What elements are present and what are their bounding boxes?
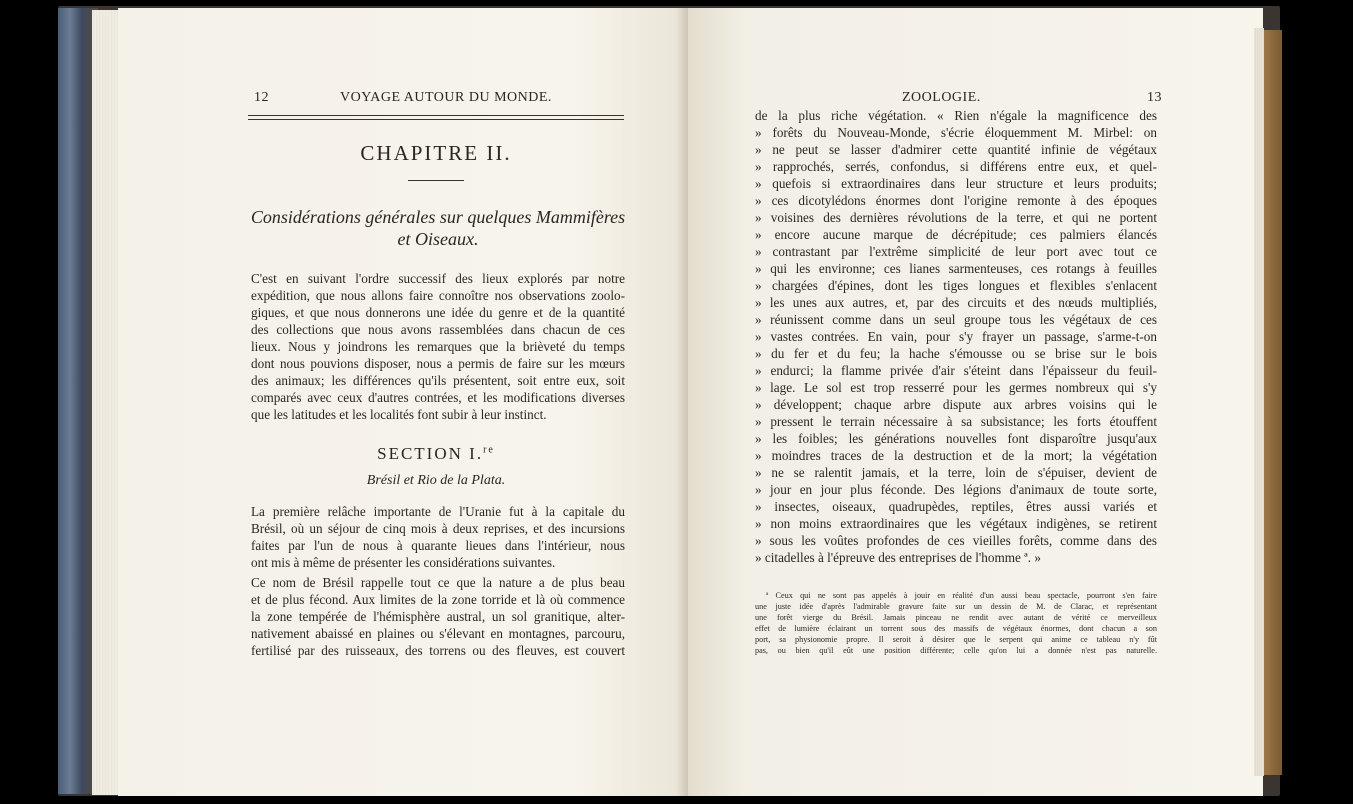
text-line: » chargées d'épines, dont les tiges longues et flexibles s'enlacent [755,278,1157,293]
chapter-subtitle-line-1: Considérations générales sur quelques Mammifères [250,207,626,227]
footnote-line: une forêt vierge du Brésil. Jamais pinceau ne rendit avec autant de vérité ce merveilleux [755,613,1157,622]
chapter-rule [408,180,464,181]
text-line: expédition, que nous allons faire connoître nos observations zoolo- [251,288,625,303]
text-line: » endurci; la flamme privée d'air s'éteint dans l'épaisseur du feuil- [755,363,1157,378]
section-subtitle: Brésil et Rio de la Plata. [366,473,506,488]
page-number-right: 13 [1147,90,1162,105]
text-line: » ces dicotylédons énormes dont l'origine remonte à des époques [755,193,1157,208]
text-line: » insectes, oiseaux, quadrupèdes, reptiles, êtres aussi variés et [755,499,1157,514]
running-head-right: ZOOLOGIE. [902,90,981,105]
text-line: » pressent le terrain nécessaire à sa subsistance; les forts étouffent [755,414,1157,429]
chapter-subtitle-line-2: et Oiseaux. [397,229,479,249]
text-line: » moindres traces de la destruction et de la mort; la végétation [755,448,1157,463]
text-line: » citadelles à l'épreuve des entreprises de l'homme ª. » [755,550,1041,565]
text-line: nativement abaissé en plaines ou s'élevant en montagnes, parcouru, [251,626,625,641]
text-line: la zone tempérée de l'hémisphère austral, un sol granitique, alter- [251,609,625,624]
text-line: » rapprochés, serrés, confondus, si différens entre eux, et quel- [755,159,1157,174]
text-line: » forêts du Nouveau-Monde, s'écrie éloquemment M. Mirbel: on [755,125,1157,140]
text-line: » encore aucune marque de décrépitude; ces palmiers élancés [755,227,1157,242]
text-line: fertilisé par des ruisseaux, des torrens ou des fleuves, est couvert [251,643,625,658]
text-line: » ne se ralentit jamais, et la terre, loin de s'épuiser, devient de [755,465,1157,480]
text-line: giques, et que nous donnerons une idée du genre et de la quantité [251,305,625,320]
text-line: » quefois si extraordinaires dans leur structure et leurs produits; [755,176,1157,191]
right-page [688,8,1263,796]
text-line: Ce nom de Brésil rappelle tout ce que la nature a de plus beau [251,575,625,590]
header-rule-double [248,119,624,120]
text-line: » qui les environne; ces lianes sarmenteuses, ces rotangs à feuilles [755,261,1157,276]
text-line: » voisines des dernières révolutions de la terre, et qui ne portent [755,210,1157,225]
text-line: » ne peut se lasser d'admirer cette quantité infinie de végétaux [755,142,1157,157]
chapter-title: CHAPITRE II. [360,141,512,165]
page-edges-right [1254,28,1264,776]
text-line: » du fer et du feu; la hache s'émousse ou se brise sur le bois [755,346,1157,361]
text-line: » développent; chaque arbre dispute aux arbres voisins qui le [755,397,1157,412]
text-line: des animaux; les différences qu'ils présentent, soit entre eux, soit [251,373,625,388]
cover-edge-right [1262,30,1282,775]
text-line: » lage. Le sol est trop resserré pour les germes nombreux qui s'y [755,380,1157,395]
text-line: de la plus riche végétation. « Rien n'égale la magnificence des [755,108,1157,123]
header-rule [248,115,624,116]
page-number-left: 12 [254,90,269,105]
text-line: » sous les voûtes profondes de ces vieilles forêts, comme dans des [755,533,1157,548]
footnote-line: une juste idée d'après l'admirable gravure faite sur un dessin de M. de Clarac, et représentant [755,602,1157,611]
text-line: et de plus fécond. Aux limites de la zone torride et là où commence [251,592,625,607]
footnote-line: effet de lumière éclairant un torrent sous des massifs de végétaux énormes, dont chacun a son [755,624,1157,633]
text-line: ont mis à même de présenter les considérations suivantes. [251,555,556,570]
text-line: » non moins extraordinaires que les végétaux indigènes, se retirent [755,516,1157,531]
footnote-line: pas, ou bien qu'il eût une position différente; celle qu'on lui a donnée n'est pas naturelle. [755,646,1157,655]
text-line: » vastes contrées. En vain, pour s'y frayer un passage, s'arme-t-on [755,329,1157,344]
text-line: faites par l'un de nous à quarante lieues dans l'intérieur, nous [251,538,625,553]
footnote-line: port, sa physionomie propre. Il seroit à désirer que le serpent qui anime ce tableau n'y fût [755,635,1157,644]
text-line: des collections que nous avons rassemblées dans chacun de ces [251,322,625,337]
text-line: C'est en suivant l'ordre successif des lieux explorés par notre [251,271,625,286]
text-line: comparés avec ceux d'autres contrées, et les modifications diverses [251,390,625,405]
text-line: » réunissent comme dans un seul groupe tous les végétaux de ces [755,312,1157,327]
text-line: » contrastant par l'extrême simplicité de leur port avec tout ce [755,244,1157,259]
text-line: La première relâche importante de l'Uranie fut à la capitale du [251,504,625,519]
left-page [118,8,688,796]
text-line: » jour en jour plus féconde. Des légions d'animaux de toute sorte, [755,482,1157,497]
text-line: que les latitudes et les localités font subir à leur instinct. [251,407,547,422]
running-head-left: VOYAGE AUTOUR DU MONDE. [340,90,552,105]
section-title: SECTION I.$^{re}$ [377,444,495,463]
text-line: lieux. Nous y joindrons les remarques que la brièveté du temps [251,339,625,354]
text-line: Brésil, où un séjour de cinq mois à deux reprises, et des incursions [251,521,625,536]
text-line: » les unes aux autres, et, par des circuits et des nœuds multipliés, [755,295,1157,310]
section-superscript: re [483,444,495,456]
footnote-line: ª Ceux qui ne sont pas appelés à jouir en réalité d'un aussi beau spectacle, pourront s'en faire [766,591,1157,600]
text-line: » les foibles; les générations nouvelles font disparoître jusqu'aux [755,431,1157,446]
text-line: dont nous pouvions disposer, nous a permis de faire sur les mœurs [251,356,625,371]
